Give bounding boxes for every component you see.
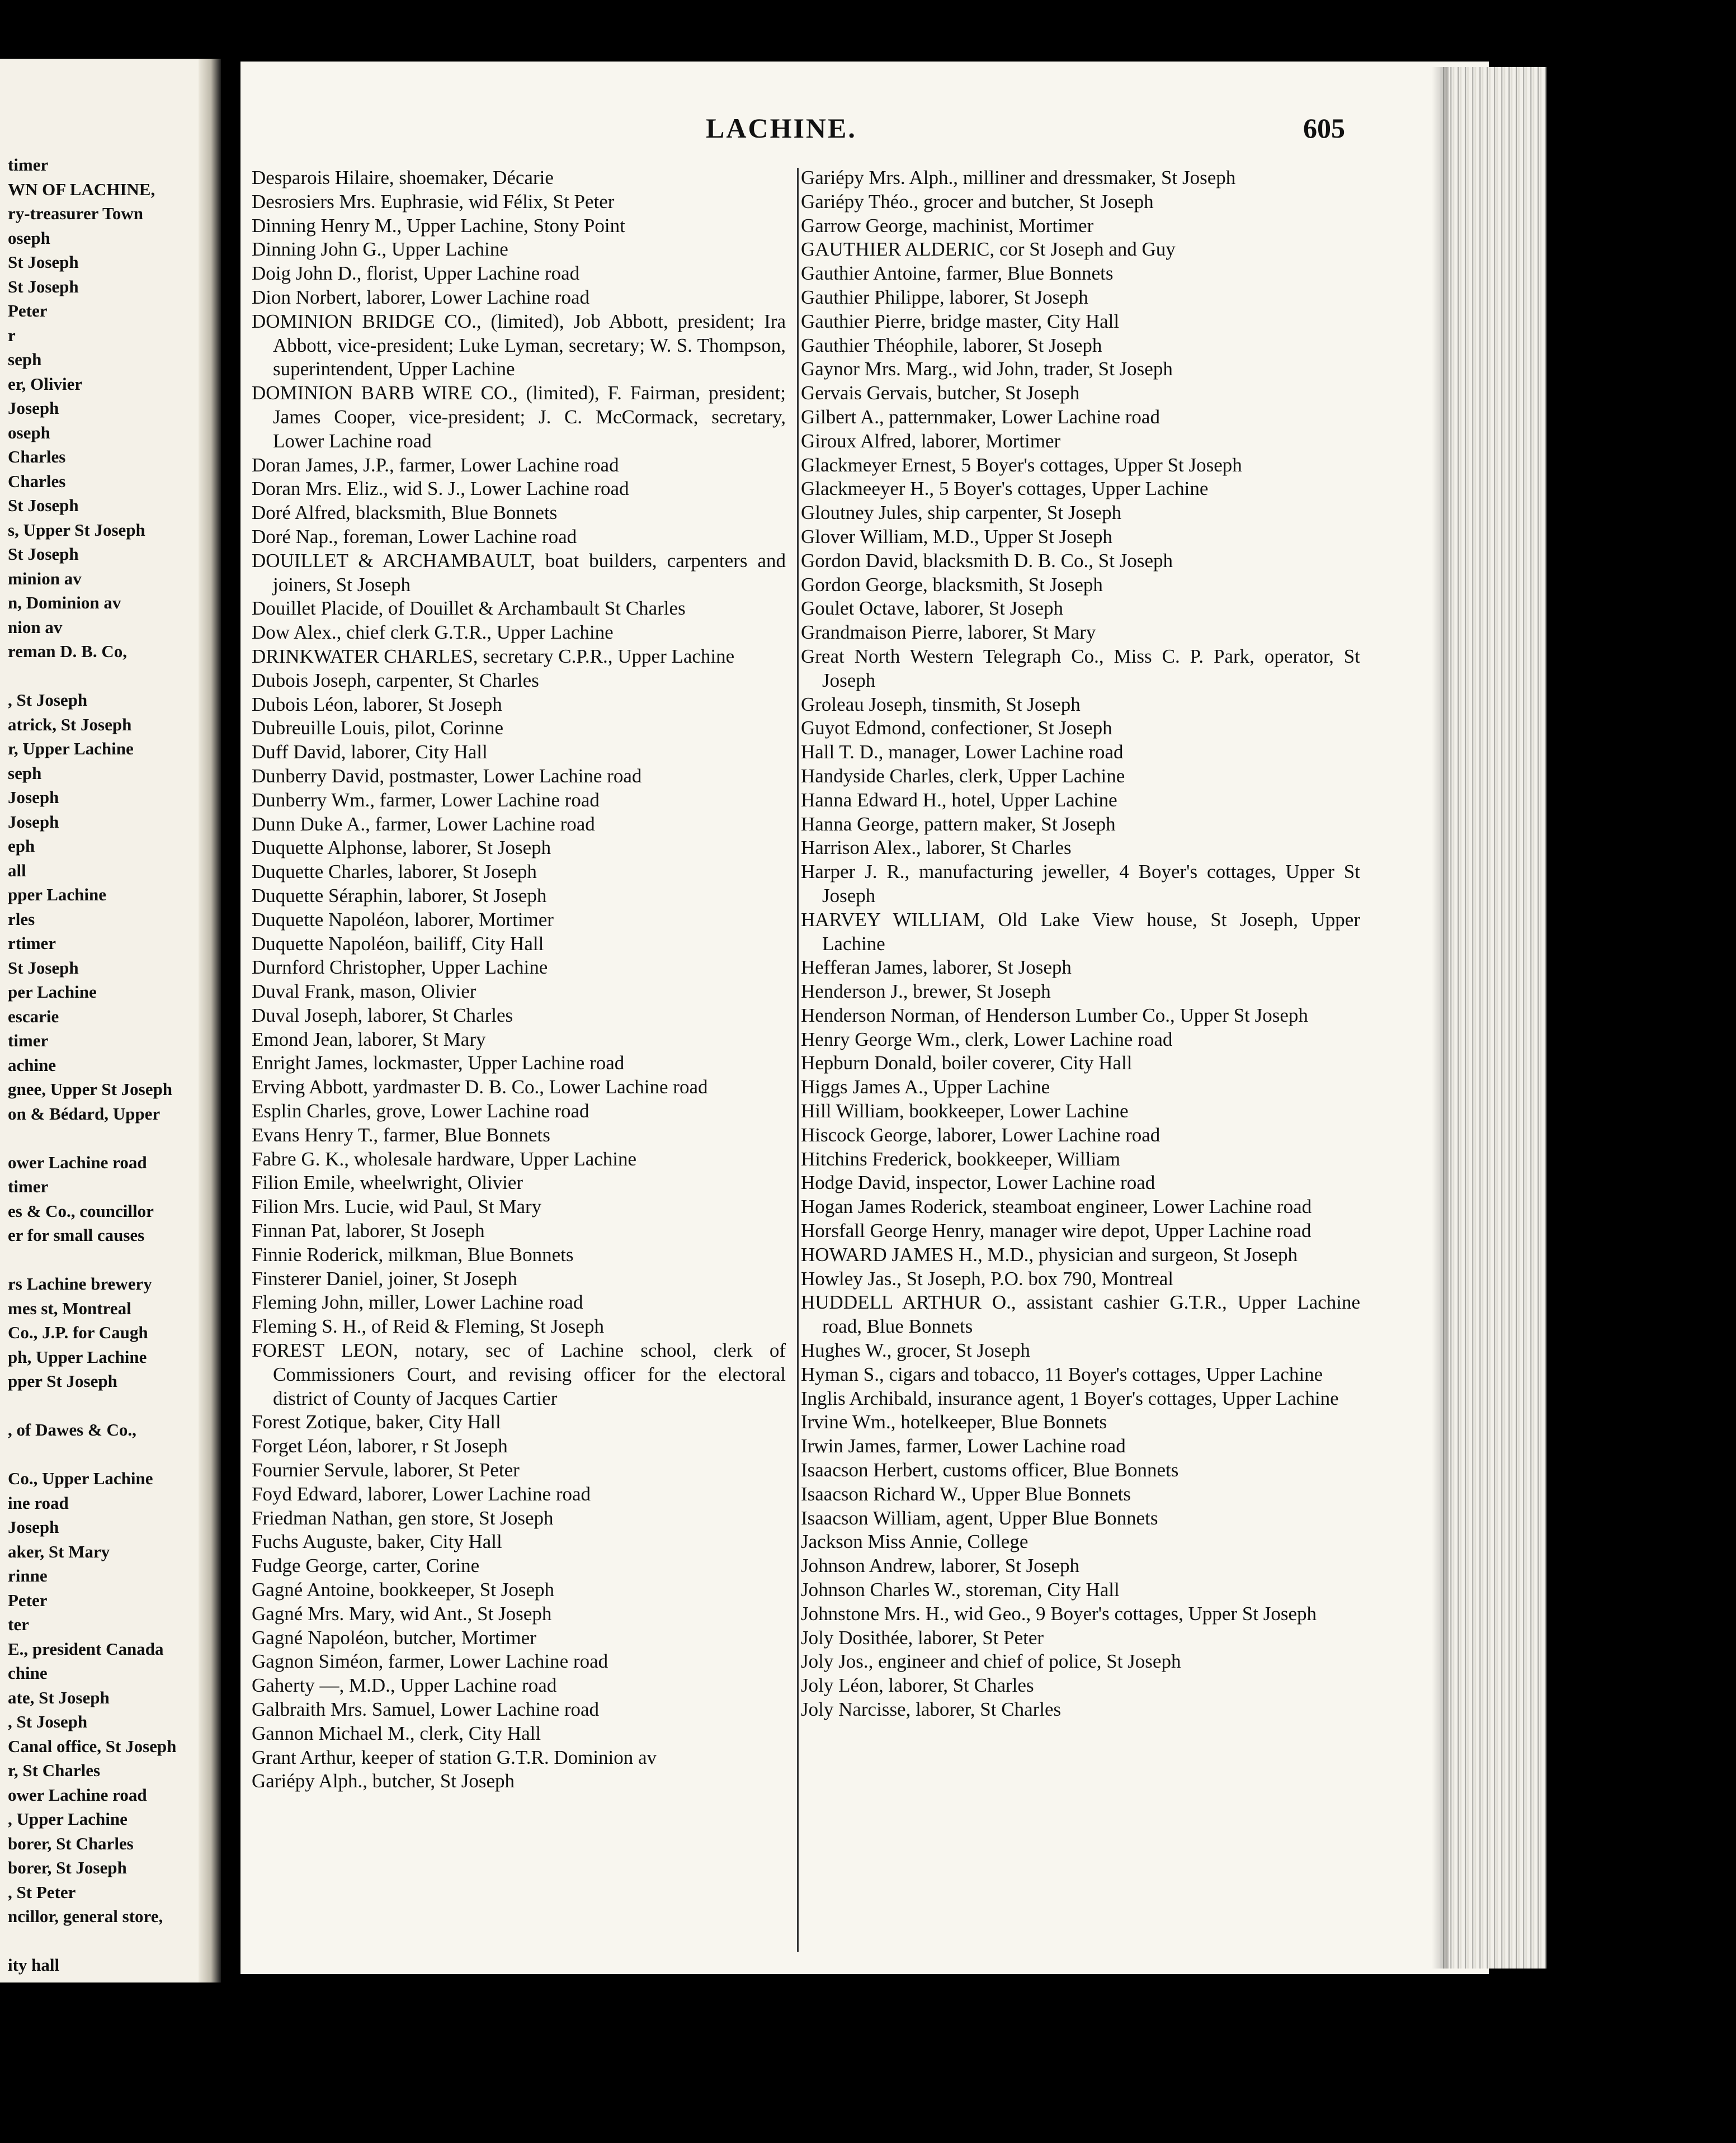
directory-entry: HARVEY WILLIAM, Old Lake View house, St Joseph, Upper Lachine (801, 908, 1360, 955)
previous-page-line (8, 1126, 198, 1150)
previous-page-line: es & Co., councillor (8, 1201, 154, 1221)
directory-entry: Esplin Charles, grove, Lower Lachine road (252, 1100, 589, 1122)
directory-entry: DOMINION BRIDGE CO., (limited), Job Abbott, president; Ira Abbott, vice-president; Luke Lyman, secretary; W. S. Thompson, superintendent, Upper Lachine (252, 310, 786, 380)
directory-entry: Gilbert A., patternmaker, Lower Lachine road (801, 405, 1160, 428)
previous-page-line: n, Dominion av (8, 593, 121, 612)
directory-entry: Dubois Joseph, carpenter, St Charles (252, 669, 539, 691)
previous-page-line: Joseph (8, 398, 59, 418)
previous-page-line: rtimer (8, 933, 56, 953)
previous-page-line: ity hall (8, 1955, 60, 1975)
directory-entry: Giroux Alfred, laborer, Mortimer (801, 429, 1061, 452)
previous-page-line: pper Lachine (8, 885, 106, 904)
directory-entry: Duquette Napoléon, bailiff, City Hall (252, 932, 544, 955)
right-column (801, 166, 1360, 1722)
directory-entry: Joly Jos., engineer and chief of police, St Joseph (801, 1650, 1181, 1673)
previous-page-line: St Joseph (8, 252, 79, 272)
directory-entry: Joly Léon, laborer, St Charles (801, 1674, 1034, 1697)
directory-entry: Foyd Edward, laborer, Lower Lachine road (252, 1483, 591, 1505)
directory-entry: Duquette Charles, laborer, St Joseph (252, 861, 537, 883)
directory-entry: Durnford Christopher, Upper Lachine (252, 956, 548, 979)
directory-entry: Hitchins Frederick, bookkeeper, William (801, 1148, 1120, 1170)
directory-entry: GAUTHIER ALDERIC, cor St Joseph and Guy (801, 238, 1176, 261)
previous-page-line: mes st, Montreal (8, 1298, 131, 1318)
left-column (252, 166, 786, 1793)
directory-entry: Isaacson Richard W., Upper Blue Bonnets (801, 1483, 1131, 1505)
previous-page-line: , St Peter (8, 1882, 76, 1902)
previous-page-line: ph, Upper Lachine (8, 1347, 147, 1367)
directory-entry: Handyside Charles, clerk, Upper Lachine (801, 764, 1125, 787)
directory-entry: HOWARD JAMES H., M.D., physician and surgeon, St Joseph (801, 1243, 1298, 1266)
previous-page-line: chine (8, 1663, 48, 1683)
directory-entry: Doran James, J.P., farmer, Lower Lachine road (252, 454, 619, 476)
directory-entry: Dinning John G., Upper Lachine (252, 238, 508, 261)
directory-entry: Johnstone Mrs. H., wid Geo., 9 Boyer's cottages, Upper St Joseph (801, 1602, 1317, 1625)
directory-entry: Howley Jas., St Joseph, P.O. box 790, Montreal (801, 1267, 1173, 1290)
directory-entry: Forget Léon, laborer, r St Joseph (252, 1435, 508, 1457)
directory-entry: Fleming S. H., of Reid & Fleming, St Joseph (252, 1315, 605, 1338)
previous-page-line: er for small causes (8, 1225, 145, 1245)
directory-entry: Filion Emile, wheelwright, Olivier (252, 1172, 523, 1194)
previous-page-line: timer (8, 1177, 49, 1196)
previous-page-line (8, 1442, 198, 1467)
directory-entry: Guyot Edmond, confectioner, St Joseph (801, 717, 1112, 739)
directory-entry: Goulet Octave, laborer, St Joseph (801, 597, 1064, 620)
directory-entry: Doran Mrs. Eliz., wid S. J., Lower Lachine road (252, 478, 629, 500)
directory-entry: DRINKWATER CHARLES, secretary C.P.R., Upper Lachine (252, 645, 735, 667)
previous-page-line: borer, St Joseph (8, 1858, 127, 1877)
directory-entry: Dubois Léon, laborer, St Joseph (252, 693, 502, 715)
previous-page-text (8, 153, 198, 1977)
directory-entry: Henry George Wm., clerk, Lower Lachine road (801, 1028, 1173, 1050)
directory-entry: Gordon David, blacksmith D. B. Co., St Joseph (801, 549, 1173, 572)
directory-entry: Hepburn Donald, boiler coverer, City Hall (801, 1052, 1133, 1074)
book-page-edges (1440, 67, 1546, 1969)
directory-entry: Desrosiers Mrs. Euphrasie, wid Félix, St Peter (252, 190, 615, 213)
previous-page-line: escarie (8, 1006, 59, 1026)
directory-entry: Hughes W., grocer, St Joseph (801, 1339, 1030, 1362)
directory-entry: Hodge David, inspector, Lower Lachine road (801, 1172, 1155, 1194)
previous-page-line (8, 1394, 198, 1418)
previous-page-line: seph (8, 350, 42, 369)
directory-entry: Enright James, lockmaster, Upper Lachine road (252, 1052, 625, 1074)
directory-entry: Doré Nap., foreman, Lower Lachine road (252, 525, 577, 547)
directory-entry: Hyman S., cigars and tobacco, 11 Boyer's cottages, Upper Lachine (801, 1363, 1323, 1385)
previous-page-line: Peter (8, 1590, 48, 1610)
previous-page-line: St Joseph (8, 957, 79, 978)
directory-entry: Garrow George, machinist, Mortimer (801, 214, 1094, 237)
directory-entry: Gariépy Mrs. Alph., milliner and dressmaker, St Joseph (801, 167, 1236, 188)
directory-entry: Gaynor Mrs. Marg., wid John, trader, St Joseph (801, 358, 1173, 380)
directory-entry: Emond Jean, laborer, St Mary (252, 1028, 486, 1050)
previous-page-line: per Lachine (8, 982, 97, 1002)
directory-entry: Gauthier Théophile, laborer, St Joseph (801, 334, 1102, 356)
previous-page-line: rs Lachine brewery (8, 1274, 152, 1294)
directory-entry: Horsfall George Henry, manager wire depot, Upper Lachine road (801, 1220, 1312, 1242)
previous-page-line: timer (8, 1031, 49, 1050)
directory-entry: Johnson Charles W., storeman, City Hall (801, 1579, 1120, 1601)
previous-page-line: oseph (8, 422, 50, 442)
page-header (240, 112, 1359, 157)
previous-page-line: eph (8, 836, 35, 856)
directory-entry: Hogan James Roderick, steamboat engineer, Lower Lachine road (801, 1196, 1312, 1218)
previous-page-line: ry-treasurer Town (8, 204, 143, 223)
directory-entry: FOREST LEON, notary, sec of Lachine school, clerk of Commissioners Court, and revising officer for the electoral district of County of Jacques Cartier (252, 1339, 786, 1409)
previous-page-line: er, Olivier (8, 374, 83, 394)
directory-entry: Groleau Joseph, tinsmith, St Joseph (801, 693, 1081, 715)
directory-entry: Irvine Wm., hotelkeeper, Blue Bonnets (801, 1411, 1107, 1433)
directory-entry: Fudge George, carter, Corine (252, 1555, 480, 1577)
previous-page-line: r, Upper Lachine (8, 739, 134, 758)
previous-page-line: E., president Canada (8, 1639, 164, 1659)
directory-entry: Grant Arthur, keeper of station G.T.R. Dominion av (252, 1746, 657, 1768)
previous-page-line: St Joseph (8, 495, 79, 515)
previous-page-line: oseph (8, 228, 50, 248)
directory-entry: Dubreuille Louis, pilot, Corinne (252, 717, 504, 739)
directory-entry: Gariépy Alph., butcher, St Joseph (252, 1770, 515, 1792)
directory-entry: Hall T. D., manager, Lower Lachine road (801, 741, 1124, 763)
previous-page-line: ower Lachine road (8, 1152, 147, 1172)
previous-page-line: St Joseph (8, 276, 79, 296)
previous-page-line: Joseph (8, 1517, 59, 1537)
previous-page-line: ncillor, general store, (8, 1906, 163, 1926)
previous-page-line: all (8, 860, 26, 880)
directory-entry: Glackmeyer Ernest, 5 Boyer's cottages, Upper St Joseph (801, 454, 1242, 476)
previous-page-line: ower Lachine road (8, 1785, 147, 1805)
directory-entry: Evans Henry T., farmer, Blue Bonnets (252, 1124, 550, 1146)
previous-page-line: WN OF LACHINE, (8, 179, 155, 199)
directory-entry: Hanna George, pattern maker, St Joseph (801, 813, 1116, 835)
previous-page-line: Joseph (8, 811, 59, 832)
directory-entry: Inglis Archibald, insurance agent, 1 Boyer's cottages, Upper Lachine (801, 1387, 1339, 1409)
directory-entry: Dinning Henry M., Upper Lachine, Stony Point (252, 214, 625, 237)
directory-entry: Jackson Miss Annie, College (801, 1531, 1029, 1553)
directory-entry: Glover William, M.D., Upper St Joseph (801, 525, 1112, 547)
previous-page-line: Charles (8, 447, 66, 466)
directory-entry: Fabre G. K., wholesale hardware, Upper Lachine (252, 1148, 637, 1170)
previous-page-line: Peter (8, 301, 48, 320)
book-spine-shadow (199, 59, 221, 1982)
directory-entry: Gaherty —, M.D., Upper Lachine road (252, 1674, 557, 1697)
directory-entry: Fuchs Auguste, baker, City Hall (252, 1531, 502, 1553)
previous-page-line: , Upper Lachine (8, 1809, 128, 1829)
column-divider (797, 168, 799, 1952)
directory-entry: Gariépy Théo., grocer and butcher, St Joseph (801, 190, 1154, 213)
page-title: LACHINE. (706, 112, 857, 144)
directory-entry: Gagné Napoléon, butcher, Mortimer (252, 1626, 536, 1649)
previous-page-line: seph (8, 763, 42, 783)
directory-entry: Gervais Gervais, butcher, St Joseph (801, 382, 1080, 404)
previous-page-line: ter (8, 1615, 29, 1634)
directory-entry: Joly Dosithée, laborer, St Peter (801, 1626, 1044, 1649)
previous-page-line: rles (8, 909, 35, 929)
directory-entry: Higgs James A., Upper Lachine (801, 1076, 1050, 1098)
directory-entry: Forest Zotique, baker, City Hall (252, 1411, 501, 1433)
previous-page-line: aker, St Mary (8, 1541, 110, 1561)
directory-entry: Gagnon Siméon, farmer, Lower Lachine road (252, 1650, 608, 1673)
previous-page-line: gnee, Upper St Joseph (8, 1079, 172, 1099)
previous-page-line: r, St Charles (8, 1760, 101, 1780)
previous-page-line (8, 664, 198, 688)
directory-entry: Doig John D., florist, Upper Lachine road (252, 262, 580, 285)
directory-entry: Gloutney Jules, ship carpenter, St Joseph (801, 502, 1122, 524)
directory-entry: Doré Alfred, blacksmith, Blue Bonnets (252, 502, 558, 524)
previous-page-line: Co., Upper Lachine (8, 1469, 153, 1488)
previous-page-line: St Joseph (8, 544, 79, 564)
page-edge-shadow (1432, 67, 1449, 1969)
page-number: 605 (1303, 112, 1345, 144)
directory-entry: Duquette Séraphin, laborer, St Joseph (252, 884, 547, 907)
directory-entry: Isaacson Herbert, customs officer, Blue Bonnets (801, 1459, 1179, 1481)
directory-entry: DOMINION BARB WIRE CO., (limited), F. Fairman, president; James Cooper, vice-president; J. C. McCormack, secretary, Lower Lachine road (252, 382, 786, 452)
directory-entry: Henderson Norman, of Henderson Lumber Co., Upper St Joseph (801, 1004, 1308, 1026)
previous-page-line: pper St Joseph (8, 1371, 117, 1391)
directory-entry: Duval Joseph, laborer, St Charles (252, 1004, 513, 1026)
previous-page-line: on & Bédard, Upper (8, 1103, 161, 1124)
directory-entry: Gagné Mrs. Mary, wid Ant., St Joseph (252, 1602, 552, 1625)
directory-entry: Hanna Edward H., hotel, Upper Lachine (801, 789, 1117, 811)
directory-entry: Henderson J., brewer, St Joseph (801, 980, 1051, 1003)
previous-page-line: , St Joseph (8, 690, 88, 710)
directory-entry: Gauthier Antoine, farmer, Blue Bonnets (801, 262, 1114, 285)
directory-entry: Dunberry David, postmaster, Lower Lachine road (252, 764, 642, 787)
directory-entry: Glackmeeyer H., 5 Boyer's cottages, Upper Lachine (801, 478, 1209, 500)
directory-entry: Irwin James, farmer, Lower Lachine road (801, 1435, 1126, 1457)
directory-entry: Friedman Nathan, gen store, St Joseph (252, 1507, 554, 1529)
directory-entry: Dunn Duke A., farmer, Lower Lachine road (252, 813, 595, 835)
previous-page-line: , of Dawes & Co., (8, 1420, 136, 1439)
directory-entry: Erving Abbott, yardmaster D. B. Co., Lower Lachine road (252, 1076, 708, 1098)
previous-page-line: achine (8, 1055, 56, 1075)
directory-entry: Great North Western Telegraph Co., Miss C. P. Park, operator, St Joseph (801, 645, 1360, 691)
directory-entry: Hiscock George, laborer, Lower Lachine road (801, 1124, 1161, 1146)
previous-page-line: borer, St Charles (8, 1833, 134, 1853)
directory-entry: Joly Narcisse, laborer, St Charles (801, 1698, 1062, 1720)
directory-entry: Isaacson William, agent, Upper Blue Bonnets (801, 1507, 1158, 1529)
previous-page-line: r (8, 325, 16, 345)
directory-entry: Johnson Andrew, laborer, St Joseph (801, 1555, 1079, 1577)
directory-entry: Harrison Alex., laborer, St Charles (801, 837, 1072, 859)
directory-entry: Finnie Roderick, milkman, Blue Bonnets (252, 1243, 574, 1266)
directory-entry: Harper J. R., manufacturing jeweller, 4 Boyer's cottages, Upper St Joseph (801, 861, 1360, 907)
directory-entry: HUDDELL ARTHUR O., assistant cashier G.T.R., Upper Lachine road, Blue Bonnets (801, 1291, 1360, 1338)
previous-page-line: atrick, St Joseph (8, 714, 132, 734)
directory-entry: Dunberry Wm., farmer, Lower Lachine road (252, 789, 600, 811)
directory-entry: Grandmaison Pierre, laborer, St Mary (801, 621, 1096, 644)
previous-page-line: , St Joseph (8, 1712, 88, 1731)
previous-page-line: ine road (8, 1493, 69, 1513)
directory-entry: Gagné Antoine, bookkeeper, St Joseph (252, 1579, 554, 1601)
previous-page-line: ate, St Joseph (8, 1687, 110, 1707)
previous-page-line: minion av (8, 568, 82, 588)
directory-entry: Finsterer Daniel, joiner, St Joseph (252, 1267, 517, 1290)
previous-page-line: rinne (8, 1566, 48, 1585)
directory-entry: Galbraith Mrs. Samuel, Lower Lachine road (252, 1698, 600, 1720)
directory-entry: Duff David, laborer, City Hall (252, 741, 488, 763)
directory-entry: Dow Alex., chief clerk G.T.R., Upper Lachine (252, 621, 614, 644)
directory-entry: Fournier Servule, laborer, St Peter (252, 1459, 520, 1481)
previous-page-line: nion av (8, 617, 63, 637)
directory-entry: Douillet Placide, of Douillet & Archambault St Charles (252, 597, 686, 620)
previous-page-line: Charles (8, 471, 66, 491)
previous-page-line: Joseph (8, 787, 59, 807)
directory-entry: Duquette Alphonse, laborer, St Joseph (252, 837, 551, 859)
directory-entry: Finnan Pat, laborer, St Joseph (252, 1220, 485, 1242)
directory-entry: Dion Norbert, laborer, Lower Lachine road (252, 286, 590, 308)
directory-entry: Gannon Michael M., clerk, City Hall (252, 1722, 541, 1744)
directory-entry: Filion Mrs. Lucie, wid Paul, St Mary (252, 1196, 542, 1218)
directory-entry: Gauthier Pierre, bridge master, City Hall (801, 310, 1120, 332)
directory-entry: Fleming John, miller, Lower Lachine road (252, 1291, 583, 1314)
directory-entry: Gordon George, blacksmith, St Joseph (801, 573, 1103, 596)
previous-page-line (8, 1929, 198, 1953)
previous-page-line: timer (8, 155, 49, 174)
directory-entry: Hill William, bookkeeper, Lower Lachine (801, 1100, 1129, 1122)
previous-page-line: Co., J.P. for Caugh (8, 1323, 148, 1342)
previous-page-line: reman D. B. Co, (8, 641, 127, 661)
previous-page-line (8, 1248, 198, 1272)
directory-entry: DOUILLET & ARCHAMBAULT, boat builders, carpenters and joiners, St Joseph (252, 549, 786, 596)
directory-entry: Gauthier Philippe, laborer, St Joseph (801, 286, 1088, 308)
directory-entry: Duquette Napoléon, laborer, Mortimer (252, 908, 554, 931)
previous-page-line: s, Upper St Joseph (8, 520, 145, 540)
previous-page-line: Canal office, St Joseph (8, 1736, 177, 1756)
directory-entry: Duval Frank, mason, Olivier (252, 980, 477, 1003)
previous-page (0, 59, 221, 1982)
directory-entry: Hefferan James, laborer, St Joseph (801, 956, 1072, 979)
directory-entry: Desparois Hilaire, shoemaker, Décarie (252, 167, 554, 188)
